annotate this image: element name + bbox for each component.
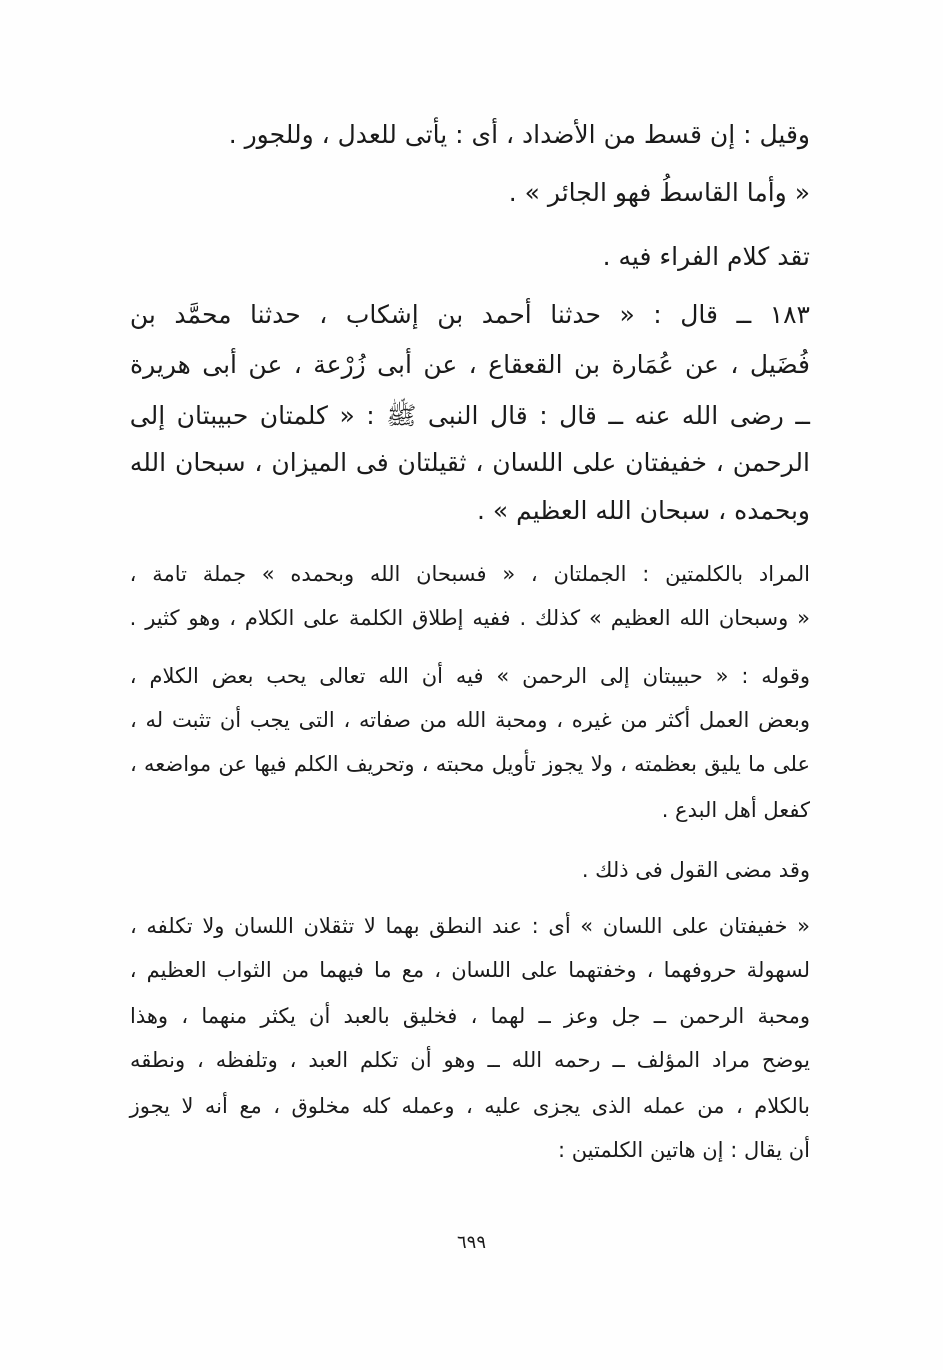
hadith-line: وبحمده ، سبحان الله العظيم » .: [477, 496, 810, 525]
commentary-line: على ما يليق بعظمته ، ولا يجوز تأويل محبته ، وتحريف الكلم فيها عن مواضعه ،: [130, 752, 810, 776]
commentary-line: وقد مضى القول فى ذلك .: [581, 858, 810, 882]
commentary-line: « وسبحان الله العظيم » كذلك . ففيه إطلاق الكلمة على الكلام ، وهو كثير .: [129, 606, 810, 630]
hadith-line: فُضَيل ، عن عُمَارة بن القعقاع ، عن أبى زُرْعة ، عن أبى هريرة: [130, 350, 810, 379]
commentary-line: وبعض العمل أكثر من غيره ، ومحبة الله من صفاته ، التى يجب أن تثبت له ،: [130, 708, 810, 732]
page-number: ٦٩٩: [456, 1232, 486, 1253]
hadith-line: ــ رضى الله عنه ــ قال : قال النبى ﷺ : « كلمتان حبيبتان إلى: [129, 401, 810, 430]
text-line: تقد كلام الفراء فيه .: [602, 242, 810, 271]
commentary-line: المراد بالكلمتين : الجملتان ، « فسبحان الله وبحمده » جملة تامة ،: [129, 562, 810, 586]
commentary-line: كفعل أهل البدع .: [661, 798, 810, 822]
text-line: « وأما القاسطُ فهو الجائر » .: [508, 178, 810, 207]
text-line: وقيل : إن قسط من الأضداد ، أى : يأتى للعدل ، وللجور .: [228, 120, 810, 149]
commentary-line: لسهولة حروفهما ، وخفتهما على اللسان ، مع ما فيهما من الثواب العظيم ،: [129, 958, 810, 982]
commentary-line: بالكلام ، من عمله الذى يجزى عليه ، وعمله كله مخلوق ، مع أنه لا يجوز: [129, 1094, 810, 1118]
commentary-line: وقوله : « حبيبتان إلى الرحمن » فيه أن الله تعالى يحب بعض الكلام ،: [129, 664, 810, 688]
hadith-line: ١٨٣ ــ قال : « حدثنا أحمد بن إشكاب ، حدثنا محمَّد بن: [129, 300, 810, 329]
commentary-line: ومحبة الرحمن ــ جل وعز ــ لهما ، فخليق بالعبد أن يكثر منهما ، وهذا: [130, 1004, 810, 1028]
commentary-line: يوضح مراد المؤلف ــ رحمه الله ــ وهو أن تكلم العبد ، وتلفظه ، ونطقه: [130, 1048, 810, 1072]
hadith-line: الرحمن ، خفيفتان على اللسان ، ثقيلتان فى الميزان ، سبحان الله: [129, 448, 810, 477]
commentary-line: أن يقال : إن هاتين الكلمتين :: [557, 1138, 810, 1162]
commentary-line: « خفيفتان على اللسان » أى : عند النطق بهما لا تثقلان اللسان ولا تكلفه ،: [130, 914, 810, 938]
